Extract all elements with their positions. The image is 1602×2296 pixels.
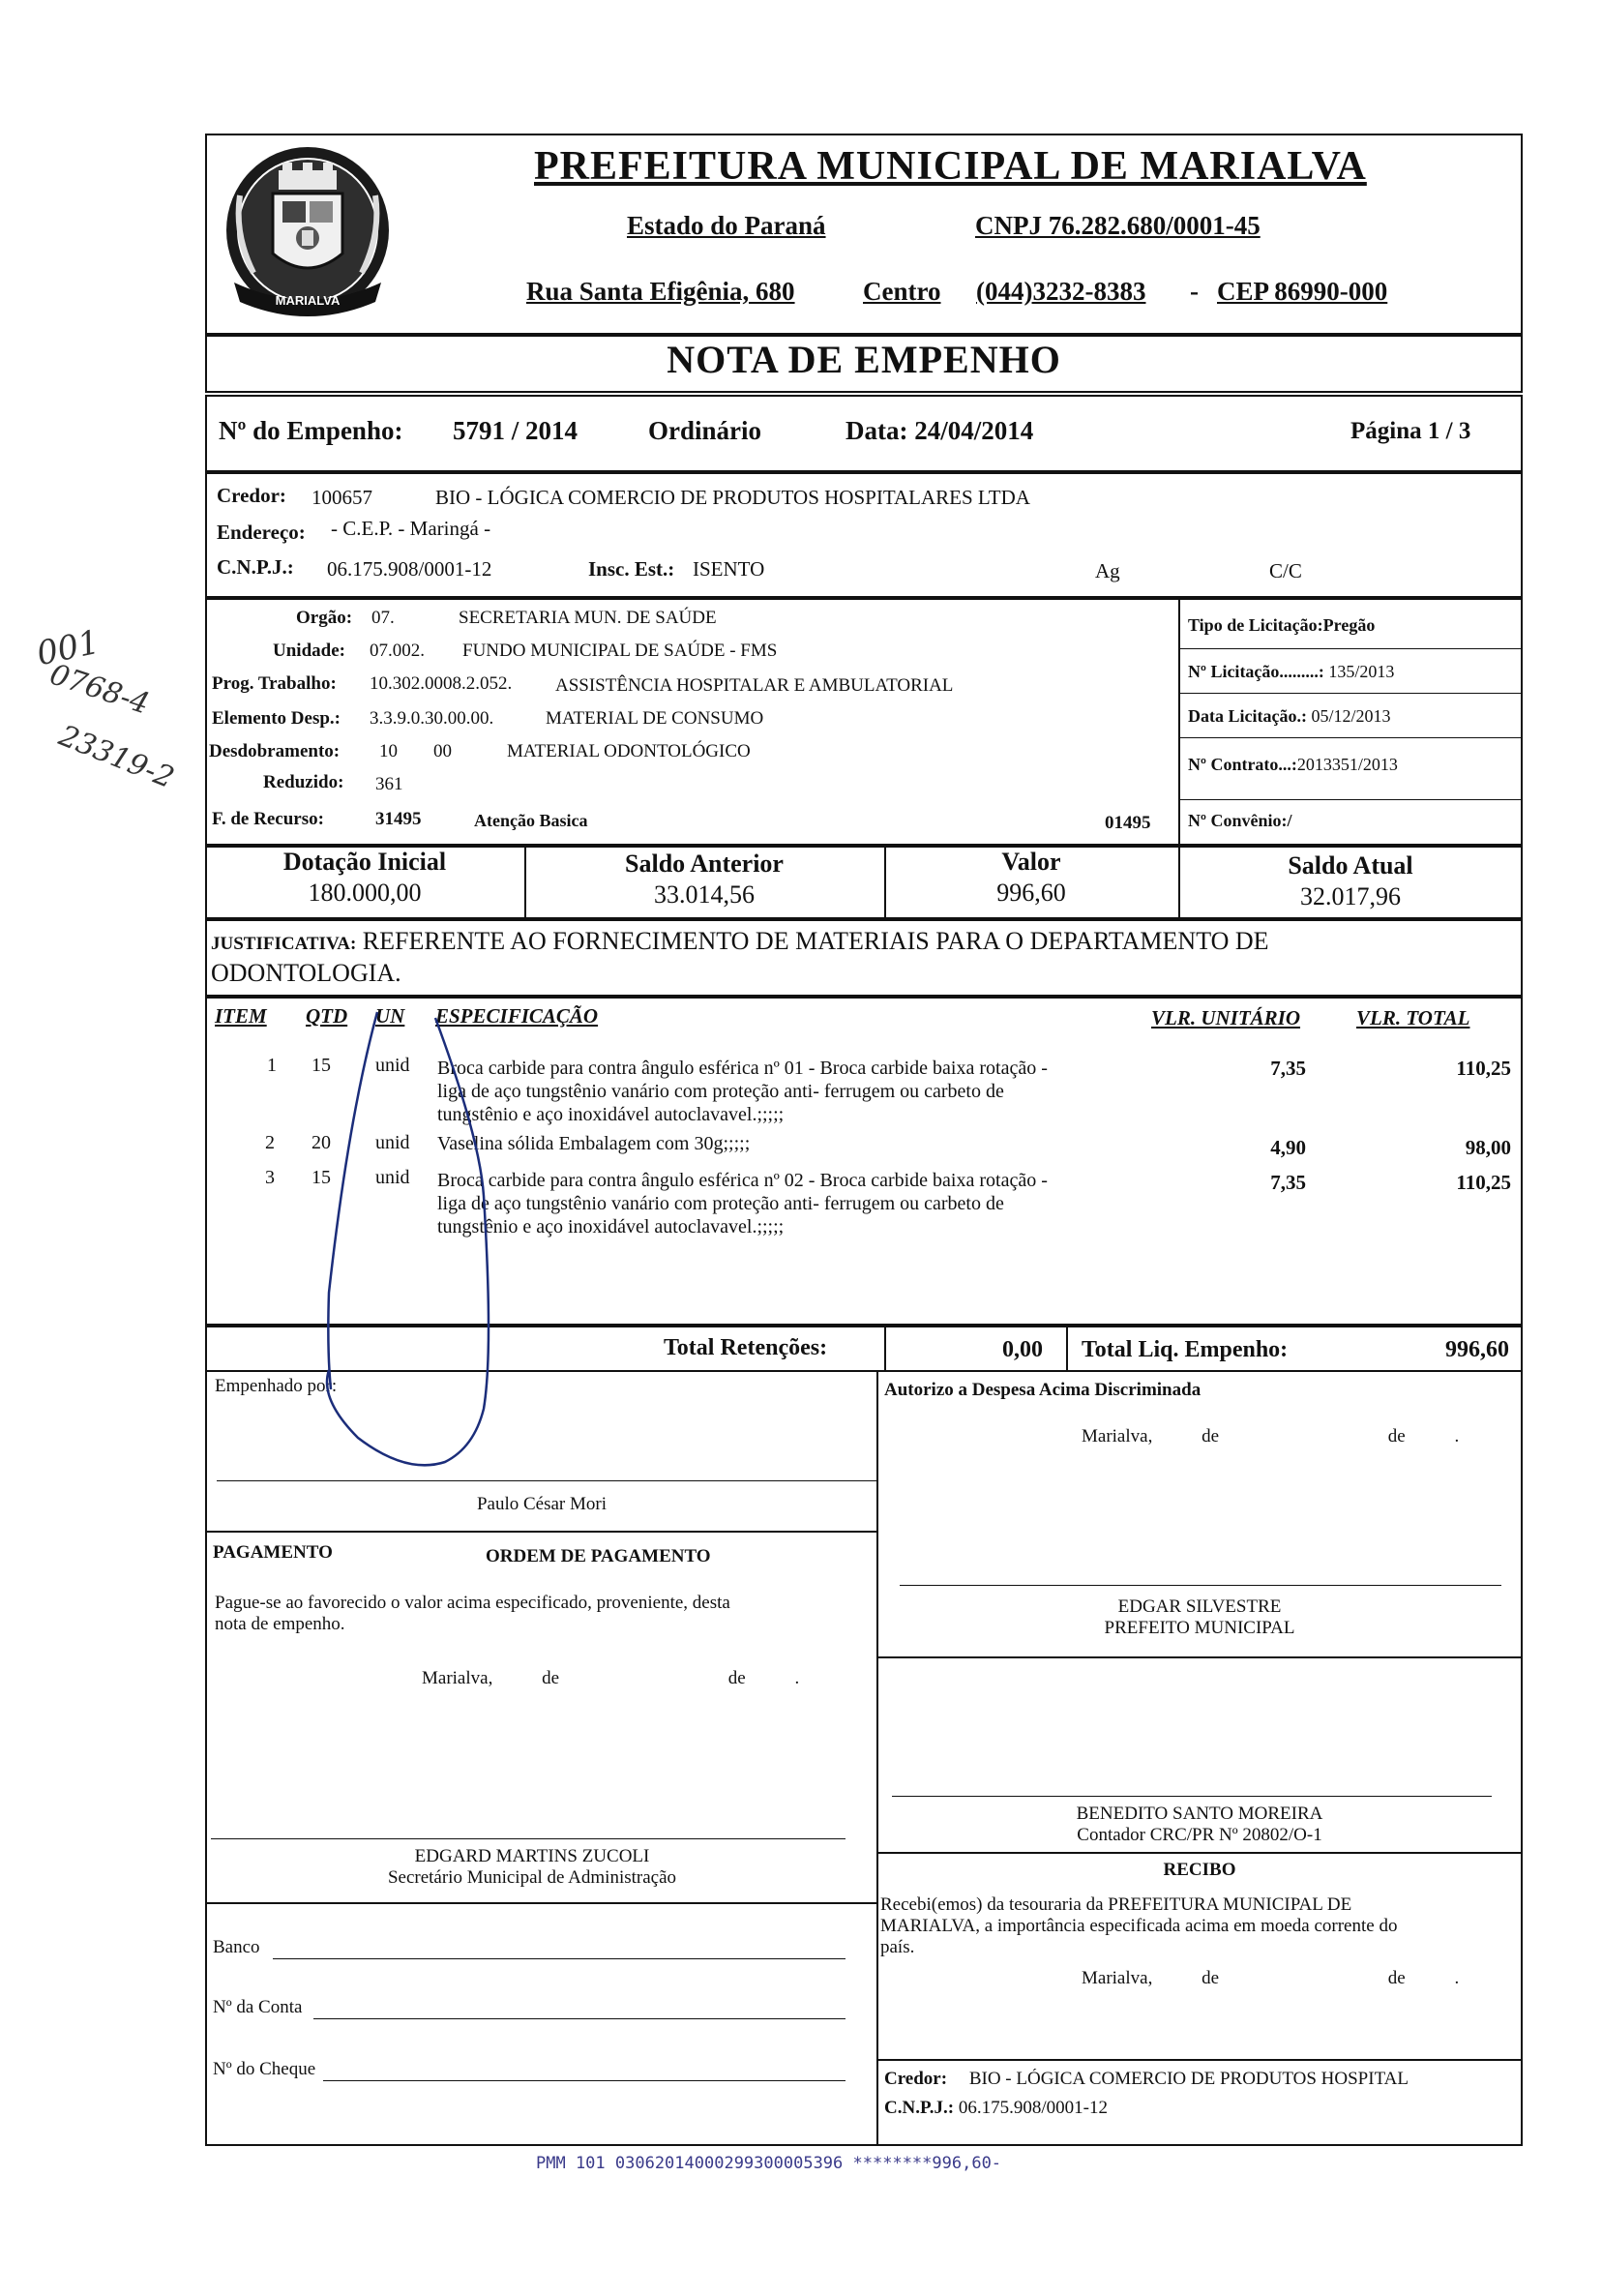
recibo-line2: MARIALVA, a importância especificada acima em moeda corrente do xyxy=(880,1916,1398,1936)
elem-label: Elemento Desp.: xyxy=(212,708,341,729)
recibo-place xyxy=(1082,1968,1459,1989)
municipality-title: PREFEITURA MUNICIPAL DE MARIALVA xyxy=(534,144,1367,189)
unidade-name: FUNDO MUNICIPAL DE SAÚDE - FMS xyxy=(462,641,778,661)
item-unit-price: 4,90 xyxy=(1270,1136,1306,1159)
item-unit-price: 7,35 xyxy=(1270,1171,1306,1194)
empenhado-por-label: Empenhado por: xyxy=(215,1376,338,1396)
item-total: 110,25 xyxy=(1456,1057,1511,1080)
col-item: ITEM xyxy=(215,1004,267,1028)
retencoes-value: 0,00 xyxy=(1002,1337,1043,1362)
endereco-value: - C.E.P. - Maringá - xyxy=(331,517,491,540)
reduzido-value: 361 xyxy=(375,774,403,794)
secretary-name: EDGARD MARTINS ZUCOLI xyxy=(414,1846,650,1866)
retencoes-div-1 xyxy=(884,1326,886,1372)
accountant-role: Contador CRC/PR Nº 20802/O-1 xyxy=(1077,1825,1322,1845)
licitacao-sep-2 xyxy=(1178,693,1523,694)
autorizo-dot: . xyxy=(1454,1426,1460,1446)
licitacao-convenio: Nº Convênio:/ xyxy=(1188,811,1292,830)
item-unit-price: 7,35 xyxy=(1270,1057,1306,1080)
seal-banner-text: MARIALVA xyxy=(275,293,341,308)
liq-value: 996,60 xyxy=(1445,1337,1509,1362)
item-qtd: 20 xyxy=(312,1132,331,1153)
mayor-role: PREFEITO MUNICIPAL xyxy=(1104,1618,1295,1638)
margin-note-1: 001 xyxy=(33,622,104,674)
conta-line xyxy=(313,2018,846,2019)
pagamento-de2: de xyxy=(727,1668,746,1688)
recibo-city: Marialva, xyxy=(1082,1968,1153,1988)
pague-line1: Pague-se ao favorecido o valor acima especificado, proveniente, desta xyxy=(215,1593,730,1613)
address-street: Rua Santa Efigênia, 680 xyxy=(526,277,795,306)
endereco-label: Endereço: xyxy=(217,521,306,544)
mayor-name: EDGAR SILVESTRE xyxy=(1117,1596,1282,1617)
municipal-seal-icon xyxy=(215,137,400,331)
pagamento-dot: . xyxy=(794,1668,800,1688)
unidade-code: 07.002. xyxy=(370,641,425,661)
licitacao-tipo: Tipo de Licitação:Pregão xyxy=(1188,615,1376,635)
item-spec-line: tungstênio e aço inoxidável autoclavavel.;;;;; xyxy=(437,1216,785,1237)
retencoes-div-2 xyxy=(1066,1326,1068,1372)
recibo-text xyxy=(880,1894,1509,1958)
licitacao-contrato-value: 2013351/2013 xyxy=(1296,755,1398,774)
item-total: 110,25 xyxy=(1456,1171,1511,1194)
empenho-date: Data: 24/04/2014 xyxy=(846,416,1034,445)
credor-code: 100657 xyxy=(312,486,372,509)
liq-label: Total Liq. Empenho: xyxy=(1082,1337,1289,1362)
address-phone: (044)3232-8383 xyxy=(976,277,1146,306)
licitacao-contrato xyxy=(1188,755,1398,775)
dotacao-value: 180.000,00 xyxy=(308,879,422,907)
item-qtd: 15 xyxy=(312,1167,331,1188)
saldo-atual-label: Saldo Atual xyxy=(1288,851,1413,880)
autorizo-place xyxy=(1082,1426,1459,1447)
recibo-line3: país. xyxy=(880,1937,915,1957)
left-bottom-sep xyxy=(205,1902,878,1904)
col-spec: ESPECIFICAÇÃO xyxy=(435,1004,599,1028)
pague-text xyxy=(215,1593,730,1635)
elem-name: MATERIAL DE CONSUMO xyxy=(546,708,764,729)
signature-area xyxy=(205,1370,1523,2146)
pagamento-label: PAGAMENTO xyxy=(213,1542,333,1563)
secretary-role: Secretário Municipal de Administração xyxy=(387,1867,677,1888)
page-number: Página 1 / 3 xyxy=(1350,418,1471,444)
footer-code: PMM 101 03062014000299300005396 ********996,60- xyxy=(536,2154,1002,2173)
accountant-sign-line xyxy=(892,1796,1492,1797)
item-un: unid xyxy=(375,1167,410,1188)
empenho-label: Nº do Empenho: xyxy=(219,416,403,445)
item-spec-line: Broca carbide para contra ângulo esférica nº 02 - Broca carbide baixa rotação - xyxy=(437,1170,1048,1191)
valor-value: 996,60 xyxy=(996,879,1066,907)
licitacao-numero-label: Nº Licitação.........: xyxy=(1188,662,1324,681)
state-name: Estado do Paraná xyxy=(627,211,826,240)
autorizo-label: Autorizo a Despesa Acima Discriminada xyxy=(884,1380,1202,1400)
credor-footer-sep xyxy=(876,2059,1523,2061)
budget-divider xyxy=(1178,598,1180,846)
desd-code1: 10 xyxy=(379,741,398,761)
recibo-credor-label: Credor: xyxy=(884,2069,948,2089)
item-spec-line: liga de aço tungstênio vanário com proteção anti- ferrugem ou carbeto de xyxy=(437,1081,1004,1102)
licitacao-sep-4 xyxy=(1178,799,1523,800)
licitacao-contrato-label: Nº Contrato...: xyxy=(1188,755,1297,774)
recibo-dot: . xyxy=(1454,1968,1460,1988)
recibo-cnpj xyxy=(884,2098,1108,2119)
recibo-credor xyxy=(884,2069,1517,2090)
saldo-anterior-value: 33.014,56 xyxy=(654,880,755,909)
cc-label: C/C xyxy=(1269,559,1302,582)
banco-line xyxy=(273,1958,846,1959)
saldo-anterior-label: Saldo Anterior xyxy=(625,850,784,878)
unidade-label: Unidade: xyxy=(273,641,345,661)
orgao-label: Orgão: xyxy=(296,608,353,628)
licitacao-data xyxy=(1188,706,1390,727)
cheque-line xyxy=(323,2080,846,2081)
address-dash: - xyxy=(1190,277,1199,306)
secretary-sign-line xyxy=(211,1838,846,1839)
empenhado-sign-line xyxy=(217,1480,876,1481)
licitacao-sep-3 xyxy=(1178,737,1523,738)
credor-name: BIO - LÓGICA COMERCIO DE PRODUTOS HOSPITALARES LTDA xyxy=(435,486,1030,509)
margin-note-2: 0768-4 xyxy=(45,657,154,722)
recibo-credor-name: BIO - LÓGICA COMERCIO DE PRODUTOS HOSPITAL xyxy=(968,2069,1409,2089)
item-spec-line: Vaselina sólida Embalagem com 30g;;;;; xyxy=(437,1133,751,1154)
credor-label: Credor: xyxy=(217,484,286,507)
autorizo-sep xyxy=(876,1656,1523,1658)
empenho-number: 5791 / 2014 xyxy=(453,416,578,445)
pague-line2: nota de empenho. xyxy=(215,1614,345,1634)
pagamento-de1: de xyxy=(542,1668,560,1688)
item-number: 1 xyxy=(267,1055,277,1076)
insc-label: Insc. Est.: xyxy=(588,557,675,581)
insc-value: ISENTO xyxy=(693,557,765,581)
address-cep: CEP 86990-000 xyxy=(1217,277,1388,306)
item-qtd: 15 xyxy=(312,1055,331,1076)
conta-label: Nº da Conta xyxy=(213,1997,303,2017)
prog-name: ASSISTÊNCIA HOSPITALAR E AMBULATORIAL xyxy=(555,675,954,696)
desd-code2: 00 xyxy=(433,741,452,761)
recibo-de1: de xyxy=(1202,1968,1220,1988)
pagamento-sep xyxy=(205,1531,878,1533)
col-unit-price: VLR. UNITÁRIO xyxy=(1151,1006,1301,1029)
recurso-name: Atenção Basica xyxy=(474,811,588,830)
justificativa-line2: ODONTOLOGIA. xyxy=(211,959,401,987)
address-district: Centro xyxy=(863,277,941,306)
licitacao-numero-value: 135/2013 xyxy=(1328,662,1395,681)
item-spec-line: Broca carbide para contra ângulo esférica nº 01 - Broca carbide baixa rotação - xyxy=(437,1058,1048,1079)
recibo-cnpj-label: C.N.P.J.: xyxy=(884,2098,955,2118)
doc-title: NOTA DE EMPENHO xyxy=(667,338,1061,381)
recurso-code2: 01495 xyxy=(1105,813,1151,833)
accountant-name: BENEDITO SANTO MOREIRA xyxy=(1076,1804,1323,1824)
licitacao-numero xyxy=(1188,662,1394,682)
autorizo-de2: de xyxy=(1387,1426,1406,1446)
elem-code: 3.3.9.0.30.00.00. xyxy=(370,708,494,729)
prog-label: Prog. Trabalho: xyxy=(212,673,337,694)
mayor-sign-line xyxy=(900,1585,1501,1586)
recurso-label: F. de Recurso: xyxy=(212,809,324,829)
orgao-name: SECRETARIA MUN. DE SAÚDE xyxy=(459,608,717,628)
licitacao-data-value: 05/12/2013 xyxy=(1311,706,1391,726)
item-total: 98,00 xyxy=(1465,1136,1511,1159)
col-total: VLR. TOTAL xyxy=(1356,1006,1470,1029)
justificativa-label: JUSTIFICATIVA: xyxy=(211,934,357,954)
prog-code: 10.302.0008.2.052. xyxy=(370,673,513,694)
saldo-atual-value: 32.017,96 xyxy=(1300,882,1401,910)
justificativa-line1: REFERENTE AO FORNECIMENTO DE MATERIAIS PARA O DEPARTAMENTO DE xyxy=(362,927,1269,955)
item-un: unid xyxy=(375,1055,410,1076)
recibo-line1: Recebi(emos) da tesouraria da PREFEITURA MUNICIPAL DE xyxy=(880,1894,1352,1915)
municipality-cnpj: CNPJ 76.282.680/0001-45 xyxy=(975,211,1261,240)
valor-label: Valor xyxy=(1001,848,1061,876)
signature-center-divider xyxy=(876,1370,878,2146)
orgao-code: 07. xyxy=(371,608,395,628)
item-spec-line: tungstênio e aço inoxidável autoclavavel.;;;;; xyxy=(437,1104,785,1125)
col-un: UN xyxy=(375,1004,405,1028)
contador-sep xyxy=(876,1852,1523,1854)
cheque-label: Nº do Cheque xyxy=(213,2059,316,2079)
margin-note-3: 23319-2 xyxy=(53,718,179,796)
autorizo-de1: de xyxy=(1202,1426,1220,1446)
justificativa-text xyxy=(211,927,1269,988)
dotacao-label: Dotação Inicial xyxy=(282,848,447,876)
empenho-kind: Ordinário xyxy=(648,416,762,445)
cnpj-value: 06.175.908/0001-12 xyxy=(327,557,492,581)
desd-name: MATERIAL ODONTOLÓGICO xyxy=(507,741,751,761)
empenhado-name: Paulo César Mori xyxy=(476,1494,608,1514)
col-qtd: QTD xyxy=(306,1004,348,1028)
autorizo-city: Marialva, xyxy=(1082,1426,1153,1446)
recibo-cnpj-value: 06.175.908/0001-12 xyxy=(958,2098,1108,2118)
item-number: 3 xyxy=(265,1167,275,1188)
licitacao-data-label: Data Licitação.: xyxy=(1188,706,1307,726)
banco-label: Banco xyxy=(213,1937,260,1957)
retencoes-label: Total Retenções: xyxy=(664,1335,828,1360)
item-spec-line: liga de aço tungstênio vanário com proteção anti- ferrugem ou carbeto de xyxy=(437,1193,1004,1214)
ordem-label: ORDEM DE PAGAMENTO xyxy=(486,1546,711,1566)
recibo-de2: de xyxy=(1387,1968,1406,1988)
reduzido-label: Reduzido: xyxy=(263,772,344,792)
item-number: 2 xyxy=(265,1132,275,1153)
pagamento-place xyxy=(422,1668,799,1689)
ag-label: Ag xyxy=(1095,559,1120,582)
recibo-title: RECIBO xyxy=(1163,1860,1236,1880)
licitacao-sep-1 xyxy=(1178,648,1523,649)
item-un: unid xyxy=(375,1132,410,1153)
recurso-code: 31495 xyxy=(375,809,422,829)
desd-label: Desdobramento: xyxy=(209,741,341,761)
cnpj-label: C.N.P.J.: xyxy=(217,555,294,579)
signature-check-icon xyxy=(290,1002,580,1476)
pagamento-city: Marialva, xyxy=(422,1668,493,1688)
